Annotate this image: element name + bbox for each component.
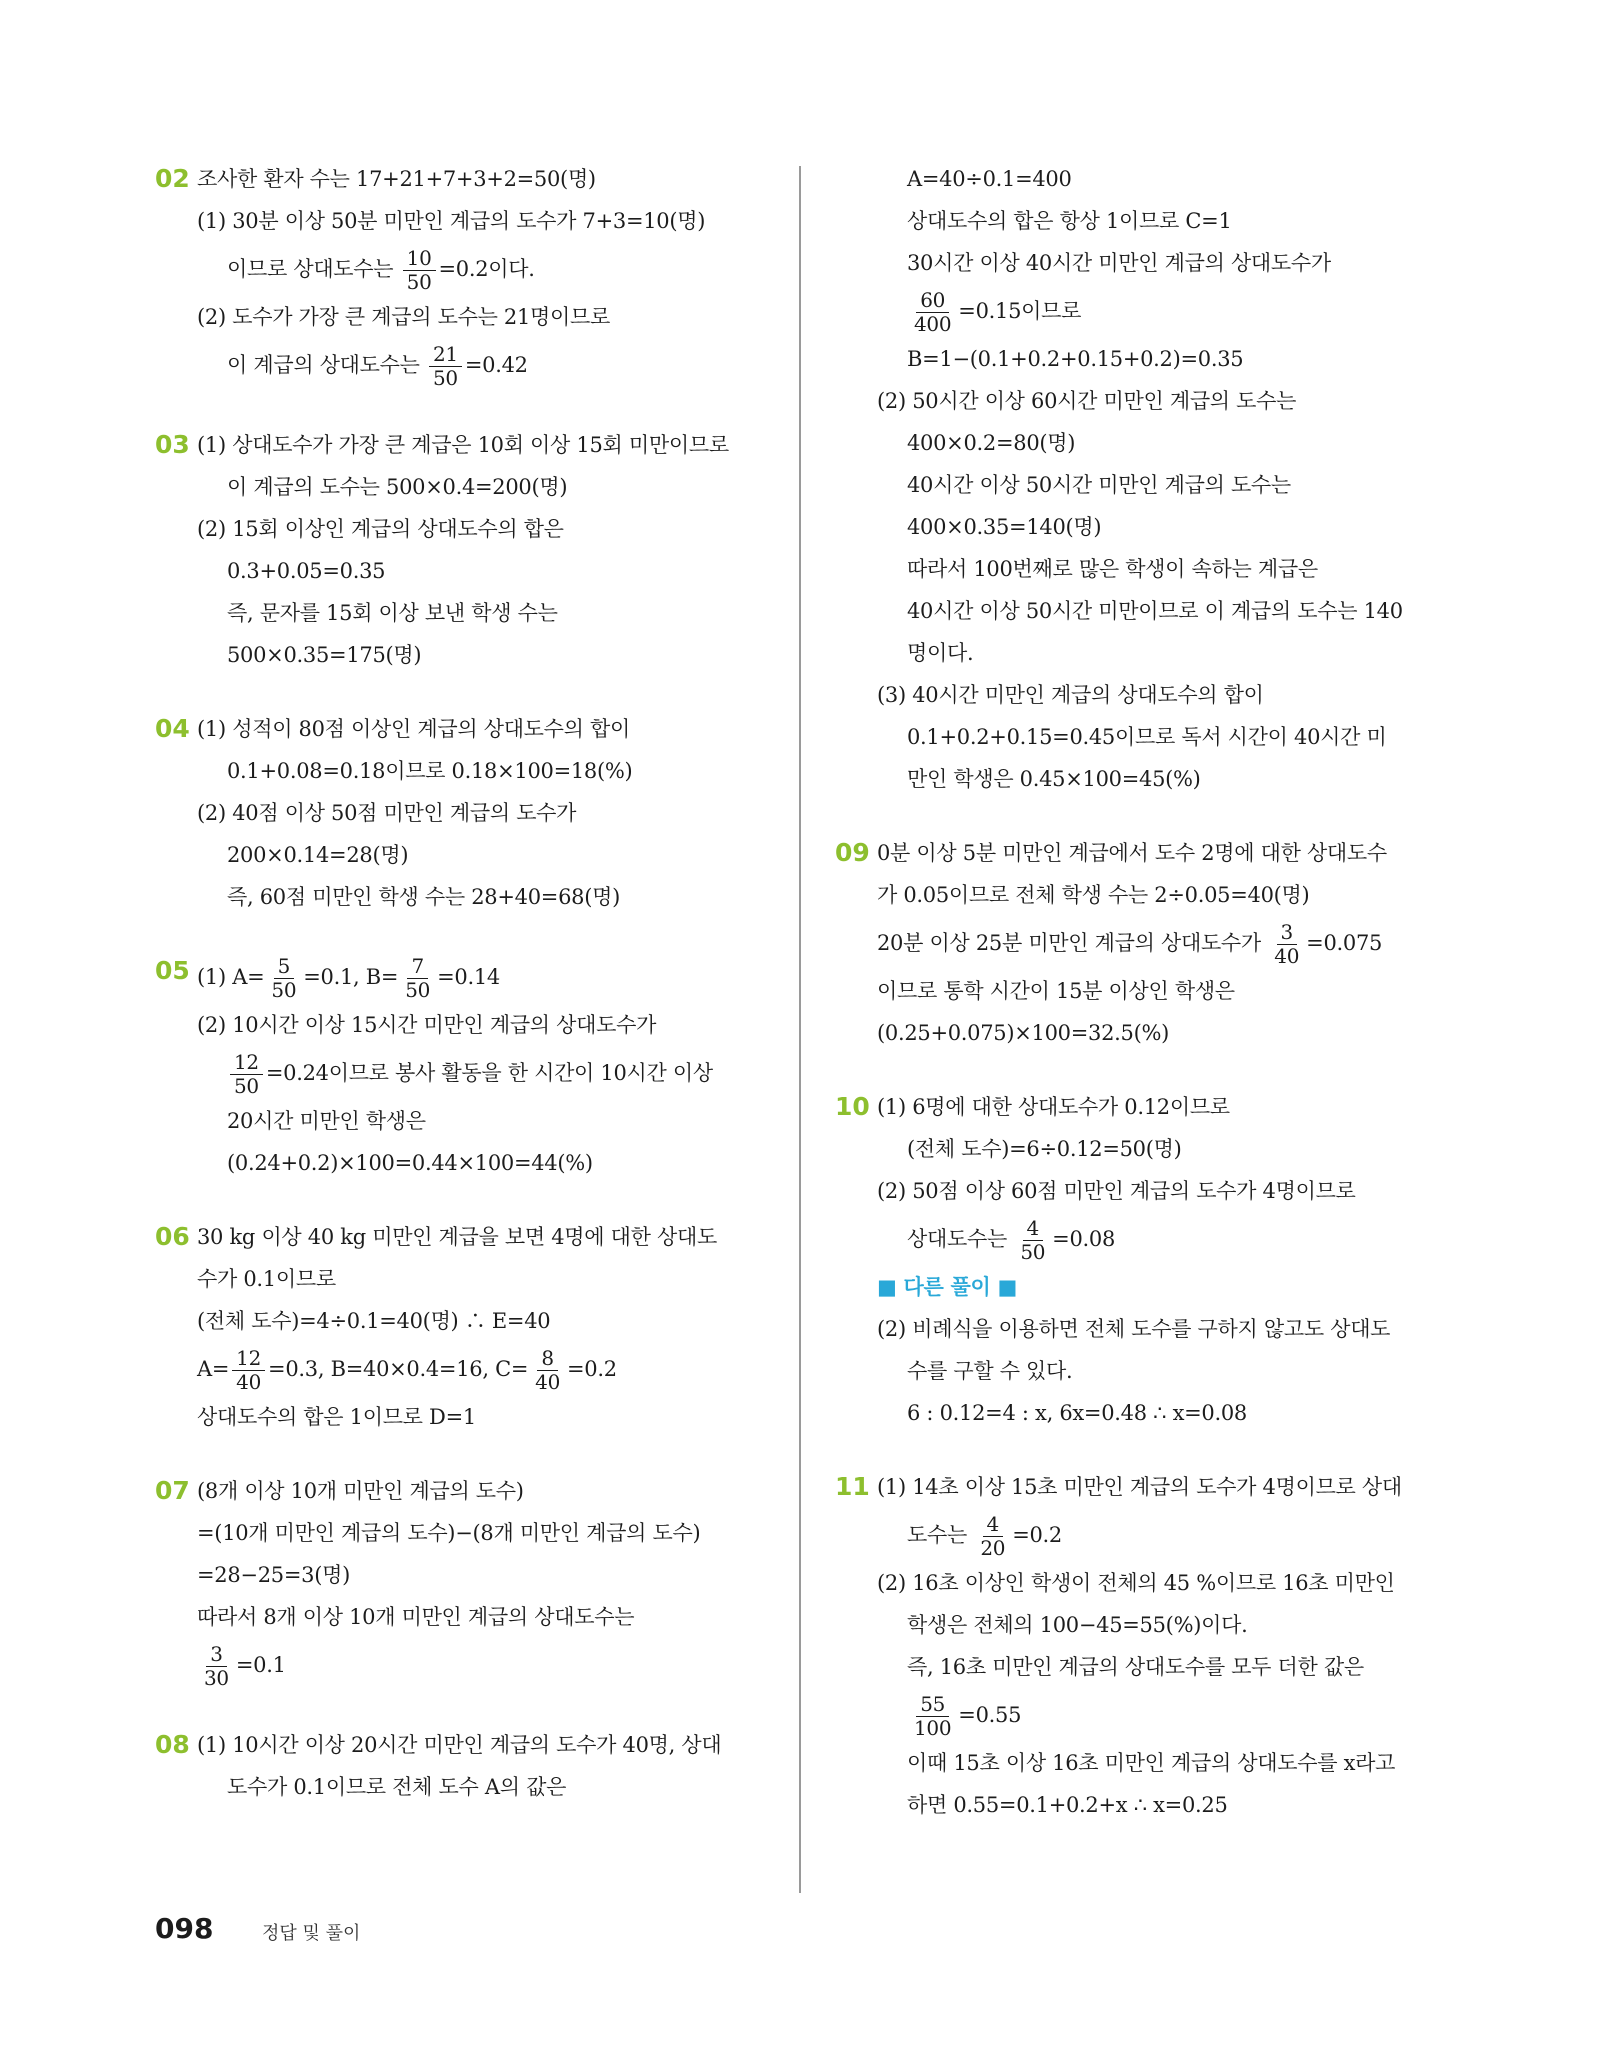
solution-line bbox=[835, 832, 1455, 874]
line-text: (1) 성적이 80점 이상인 계급의 상대도수의 합이 bbox=[197, 717, 630, 741]
problem-02 bbox=[155, 158, 775, 392]
line-text: (1) 10시간 이상 20시간 미만인 계급의 도수가 40명, 상대 bbox=[197, 1733, 722, 1757]
fraction-denominator: 50 bbox=[433, 366, 458, 390]
line-text: (1) 14초 이상 15초 미만인 계급의 도수가 4명이므로 상대 bbox=[877, 1475, 1402, 1499]
fraction bbox=[976, 1513, 1009, 1560]
solution-line bbox=[835, 380, 1455, 422]
fraction bbox=[232, 1347, 265, 1394]
line-text-after: =0.1 bbox=[235, 1653, 286, 1677]
spacer bbox=[155, 1692, 775, 1724]
line-text: (2) 비례식을 이용하면 전체 도수를 구하지 않고도 상대도 bbox=[877, 1317, 1391, 1341]
problem-05 bbox=[155, 950, 775, 1184]
solution-line bbox=[155, 1100, 775, 1142]
line-text: 즉, 문자를 15회 이상 보낸 학생 수는 bbox=[227, 601, 558, 625]
solution-line bbox=[835, 1784, 1455, 1826]
fraction-numerator: 12 bbox=[232, 1347, 265, 1371]
spacer bbox=[835, 800, 1455, 832]
solution-line bbox=[155, 1396, 775, 1438]
solution-line bbox=[835, 1604, 1455, 1646]
line-text: 도수가 0.1이므로 전체 도수 A의 값은 bbox=[227, 1775, 567, 1799]
line-text: 0.3+0.05=0.35 bbox=[227, 559, 386, 583]
fraction-numerator: 7 bbox=[407, 955, 427, 979]
solution-line bbox=[835, 1466, 1455, 1508]
line-text: 6 : 0.12=4 : x, 6x=0.48 ∴ x=0.08 bbox=[907, 1401, 1247, 1425]
solution-line bbox=[155, 1258, 775, 1300]
line-text: 20분 이상 25분 미만인 계급의 상대도수가 bbox=[877, 931, 1268, 955]
line-text: 30시간 이상 40시간 미만인 계급의 상대도수가 bbox=[907, 251, 1331, 275]
problem-number: 04 bbox=[155, 714, 190, 743]
line-text: 400×0.35=140(명) bbox=[907, 515, 1102, 539]
line-text-after: =0.1, B= bbox=[303, 965, 399, 989]
problem-10 bbox=[835, 1086, 1455, 1434]
fraction-numerator: 12 bbox=[230, 1051, 263, 1075]
problem-04 bbox=[155, 708, 775, 918]
fraction-denominator: 50 bbox=[1020, 1240, 1046, 1264]
line-text: (1) 6명에 대한 상대도수가 0.12이므로 bbox=[877, 1095, 1230, 1119]
line-text-after: =0.08 bbox=[1052, 1227, 1116, 1251]
solution-line bbox=[155, 424, 775, 466]
line-text: (2) 50시간 이상 60시간 미만인 계급의 도수는 bbox=[877, 389, 1297, 413]
line-text: (8개 이상 10개 미만인 계급의 도수) bbox=[197, 1479, 524, 1503]
solution-line bbox=[835, 1086, 1455, 1128]
line-text: 0분 이상 5분 미만인 계급에서 도수 2명에 대한 상대도수 bbox=[877, 841, 1387, 865]
solution-line bbox=[835, 1742, 1455, 1784]
solution-line bbox=[155, 876, 775, 918]
line-text: (2) 10시간 이상 15시간 미만인 계급의 상대도수가 bbox=[197, 1013, 657, 1037]
line-text: (1) A= bbox=[197, 965, 265, 989]
line-text: 400×0.2=80(명) bbox=[907, 431, 1076, 455]
fraction bbox=[230, 1051, 263, 1098]
line-text-after: =0.24이므로 봉사 활동을 한 시간이 10시간 이상 bbox=[265, 1061, 713, 1085]
spacer bbox=[155, 676, 775, 708]
solution-line bbox=[835, 1562, 1455, 1604]
solution-line bbox=[835, 1508, 1455, 1562]
solution-line bbox=[155, 1142, 775, 1184]
solution-line bbox=[835, 716, 1455, 758]
spacer bbox=[155, 392, 775, 424]
problem-number: 11 bbox=[835, 1472, 870, 1501]
line-text: 따라서 100번째로 많은 학생이 속하는 계급은 bbox=[907, 557, 1318, 581]
spacer bbox=[835, 1054, 1455, 1086]
line-text: 30 kg 이상 40 kg 미만인 계급을 보면 4명에 대한 상대도 bbox=[197, 1225, 717, 1249]
problem-number: 05 bbox=[155, 956, 190, 985]
solution-line bbox=[835, 200, 1455, 242]
problem-number: 03 bbox=[155, 430, 190, 459]
line-text-after: =0.42 bbox=[464, 353, 528, 377]
fraction-denominator: 400 bbox=[914, 312, 952, 336]
solution-line bbox=[835, 242, 1455, 284]
line-text: 학생은 전체의 100−45=55(%)이다. bbox=[907, 1613, 1248, 1637]
line-text: 따라서 8개 이상 10개 미만인 계급의 상대도수는 bbox=[197, 1605, 635, 1629]
left-column bbox=[155, 158, 775, 1808]
problem-number: 07 bbox=[155, 1476, 190, 1505]
fraction bbox=[267, 955, 300, 1002]
right-column bbox=[835, 158, 1455, 1826]
line-text: (2) 15회 이상인 계급의 상대도수의 합은 bbox=[197, 517, 564, 541]
line-text: 조사한 환자 수는 17+21+7+3+2=50(명) bbox=[197, 167, 596, 191]
problem-number: 10 bbox=[835, 1092, 870, 1121]
line-text-after: =0.2이다. bbox=[438, 257, 535, 281]
fraction-denominator: 50 bbox=[406, 270, 432, 294]
line-text: 상대도수는 bbox=[907, 1227, 1014, 1251]
line-text: (1) 30분 이상 50분 미만인 계급의 도수가 7+3=10(명) bbox=[197, 209, 706, 233]
fraction-numerator: 5 bbox=[274, 955, 294, 979]
line-text: A= bbox=[197, 1357, 230, 1381]
problem-number: 02 bbox=[155, 164, 190, 193]
solution-line bbox=[155, 296, 775, 338]
fraction bbox=[910, 1693, 955, 1740]
line-text-after: =0.2 bbox=[1012, 1523, 1062, 1547]
line-text: B=1−(0.1+0.2+0.15+0.2)=0.35 bbox=[907, 347, 1244, 371]
solution-line bbox=[155, 1766, 775, 1808]
line-text: 500×0.35=175(명) bbox=[227, 643, 422, 667]
solution-line bbox=[835, 874, 1455, 916]
solution-line bbox=[155, 242, 775, 296]
line-text: 하면 0.55=0.1+0.2+x ∴ x=0.25 bbox=[907, 1793, 1228, 1817]
solution-line bbox=[155, 550, 775, 592]
line-text: 0.1+0.2+0.15=0.45이므로 독서 시간이 40시간 미 bbox=[907, 725, 1387, 749]
solution-line bbox=[835, 1308, 1455, 1350]
fraction-numerator: 4 bbox=[1023, 1217, 1043, 1241]
solution-line bbox=[155, 950, 775, 1004]
solution-line bbox=[155, 1596, 775, 1638]
fraction-denominator: 20 bbox=[980, 1536, 1006, 1560]
solution-line bbox=[835, 590, 1455, 632]
solution-line bbox=[155, 466, 775, 508]
line-text-after: =0.075 bbox=[1306, 931, 1383, 955]
solution-line bbox=[835, 1350, 1455, 1392]
solution-line bbox=[835, 1170, 1455, 1212]
line-text-after: =0.15이므로 bbox=[958, 299, 1082, 323]
problem-03 bbox=[155, 424, 775, 676]
spacer bbox=[155, 918, 775, 950]
fraction-denominator: 30 bbox=[204, 1666, 229, 1690]
line-text: (0.24+0.2)×100=0.44×100=44(%) bbox=[227, 1151, 593, 1175]
fraction bbox=[429, 343, 462, 390]
line-text-after: =0.14 bbox=[437, 965, 500, 989]
fraction bbox=[200, 1643, 233, 1690]
fraction-numerator: 3 bbox=[1277, 921, 1297, 945]
fraction-numerator: 4 bbox=[983, 1513, 1003, 1537]
problem-number: 09 bbox=[835, 838, 870, 867]
solution-line bbox=[835, 158, 1455, 200]
fraction-denominator: 50 bbox=[405, 978, 431, 1002]
spacer bbox=[155, 1438, 775, 1470]
problem-number: 06 bbox=[155, 1222, 190, 1251]
solution-line bbox=[835, 1392, 1455, 1434]
solution-line bbox=[155, 634, 775, 676]
solution-line bbox=[835, 1212, 1455, 1266]
line-text: 0.1+0.08=0.18이므로 0.18×100=18(%) bbox=[227, 759, 633, 783]
line-text: 도수는 bbox=[907, 1523, 974, 1547]
solution-line bbox=[835, 506, 1455, 548]
line-text: (1) 상대도수가 가장 큰 계급은 10회 이상 15회 미만이므로 bbox=[197, 433, 729, 457]
fraction bbox=[910, 289, 955, 336]
solution-line bbox=[155, 1638, 775, 1692]
solution-line bbox=[835, 1012, 1455, 1054]
solution-line bbox=[155, 1342, 775, 1396]
solution-line bbox=[155, 1554, 775, 1596]
solution-line bbox=[835, 338, 1455, 380]
fraction bbox=[1270, 921, 1303, 968]
footer-title: 정답 및 풀이 bbox=[262, 1923, 361, 1944]
fraction bbox=[401, 955, 434, 1002]
line-text: 상대도수의 합은 1이므로 D=1 bbox=[197, 1405, 476, 1429]
solution-line bbox=[835, 464, 1455, 506]
solution-line bbox=[155, 1046, 775, 1100]
fraction-numerator: 21 bbox=[429, 343, 462, 367]
line-text: 만인 학생은 0.45×100=45(%) bbox=[907, 767, 1201, 791]
solution-line bbox=[155, 338, 775, 392]
line-text: 40시간 이상 50시간 미만인 계급의 도수는 bbox=[907, 473, 1291, 497]
solution-line bbox=[155, 1512, 775, 1554]
page-number: 098 bbox=[155, 1912, 214, 1945]
line-text: 이때 15초 이상 16초 미만인 계급의 상대도수를 x라고 bbox=[907, 1751, 1396, 1775]
fraction-denominator: 40 bbox=[535, 1370, 561, 1394]
solution-line bbox=[835, 758, 1455, 800]
line-text: =(10개 미만인 계급의 도수)−(8개 미만인 계급의 도수) bbox=[197, 1521, 701, 1545]
line-text: =28−25=3(명) bbox=[197, 1563, 350, 1587]
spacer bbox=[155, 1184, 775, 1216]
line-text: (2) 도수가 가장 큰 계급의 도수는 21명이므로 bbox=[197, 305, 610, 329]
solution-line bbox=[155, 1300, 775, 1342]
spacer bbox=[835, 1434, 1455, 1466]
problem-continued bbox=[835, 158, 1455, 800]
solution-line bbox=[155, 158, 775, 200]
line-text: ■ 다른 풀이 ■ bbox=[877, 1275, 1018, 1299]
solution-line bbox=[835, 916, 1455, 970]
problem-11 bbox=[835, 1466, 1455, 1826]
solution-line bbox=[835, 422, 1455, 464]
line-text: 즉, 60점 미만인 학생 수는 28+40=68(명) bbox=[227, 885, 620, 909]
column-divider bbox=[799, 166, 801, 1893]
fraction-numerator: 55 bbox=[916, 1693, 949, 1717]
solution-line bbox=[155, 508, 775, 550]
line-text: 수가 0.1이므로 bbox=[197, 1267, 336, 1291]
line-text: (0.25+0.075)×100=32.5(%) bbox=[877, 1021, 1170, 1045]
line-text: A=40÷0.1=400 bbox=[907, 167, 1072, 191]
line-text: 200×0.14=28(명) bbox=[227, 843, 409, 867]
line-text: 이 계급의 도수는 500×0.4=200(명) bbox=[227, 475, 568, 499]
line-text: (3) 40시간 미만인 계급의 상대도수의 합이 bbox=[877, 683, 1264, 707]
solution-line bbox=[155, 200, 775, 242]
alt-solution-heading bbox=[835, 1266, 1455, 1308]
fraction-denominator: 40 bbox=[236, 1370, 262, 1394]
line-text: 명이다. bbox=[907, 641, 974, 665]
fraction bbox=[403, 247, 436, 294]
fraction-numerator: 10 bbox=[403, 247, 436, 271]
line-text: (2) 40점 이상 50점 미만인 계급의 도수가 bbox=[197, 801, 577, 825]
fraction-denominator: 50 bbox=[271, 978, 297, 1002]
fraction-denominator: 50 bbox=[234, 1074, 259, 1098]
solution-line bbox=[155, 792, 775, 834]
solution-line bbox=[155, 708, 775, 750]
solution-line bbox=[835, 1128, 1455, 1170]
fraction-numerator: 8 bbox=[537, 1347, 557, 1371]
solution-line bbox=[835, 548, 1455, 590]
fraction-numerator: 60 bbox=[916, 289, 949, 313]
solution-line bbox=[155, 1724, 775, 1766]
fraction bbox=[531, 1347, 564, 1394]
solution-line bbox=[155, 750, 775, 792]
line-text-after: =0.55 bbox=[958, 1703, 1022, 1727]
line-text: (2) 16초 이상인 학생이 전체의 45 %이므로 16초 미만인 bbox=[877, 1571, 1395, 1595]
problem-07 bbox=[155, 1470, 775, 1692]
line-text: 이므로 상대도수는 bbox=[227, 257, 400, 281]
line-text: 상대도수의 합은 항상 1이므로 C=1 bbox=[907, 209, 1232, 233]
fraction-denominator: 40 bbox=[1274, 944, 1300, 968]
line-text: 20시간 미만인 학생은 bbox=[227, 1109, 426, 1133]
line-text: 이 계급의 상대도수는 bbox=[227, 353, 426, 377]
problem-06 bbox=[155, 1216, 775, 1438]
line-text: 수를 구할 수 있다. bbox=[907, 1359, 1073, 1383]
line-text: 이므로 통학 시간이 15분 이상인 학생은 bbox=[877, 979, 1235, 1003]
problem-08 bbox=[155, 1724, 775, 1808]
line-text: (2) 50점 이상 60점 미만인 계급의 도수가 4명이므로 bbox=[877, 1179, 1356, 1203]
problem-09 bbox=[835, 832, 1455, 1054]
line-text-after: =0.2 bbox=[567, 1357, 617, 1381]
line-text: 40시간 이상 50시간 미만이므로 이 계급의 도수는 140 bbox=[907, 599, 1403, 623]
solution-line bbox=[835, 970, 1455, 1012]
solution-line bbox=[835, 1688, 1455, 1742]
problem-number: 08 bbox=[155, 1730, 190, 1759]
fraction-denominator: 100 bbox=[914, 1716, 952, 1740]
solution-line bbox=[155, 1216, 775, 1258]
solution-line bbox=[835, 284, 1455, 338]
fraction bbox=[1016, 1217, 1049, 1264]
fraction-numerator: 3 bbox=[206, 1643, 226, 1667]
solution-line bbox=[155, 1470, 775, 1512]
line-text-after: =0.3, B=40×0.4=16, C= bbox=[268, 1357, 529, 1381]
line-text: 가 0.05이므로 전체 학생 수는 2÷0.05=40(명) bbox=[877, 883, 1310, 907]
solution-line bbox=[835, 1646, 1455, 1688]
solution-line bbox=[155, 834, 775, 876]
line-text: 즉, 16초 미만인 계급의 상대도수를 모두 더한 값은 bbox=[907, 1655, 1364, 1679]
line-text: (전체 도수)=4÷0.1=40(명) ∴ E=40 bbox=[197, 1309, 551, 1333]
solution-line bbox=[835, 674, 1455, 716]
solution-line bbox=[835, 632, 1455, 674]
solution-line bbox=[155, 1004, 775, 1046]
line-text: (전체 도수)=6÷0.12=50(명) bbox=[907, 1137, 1182, 1161]
solution-line bbox=[155, 592, 775, 634]
